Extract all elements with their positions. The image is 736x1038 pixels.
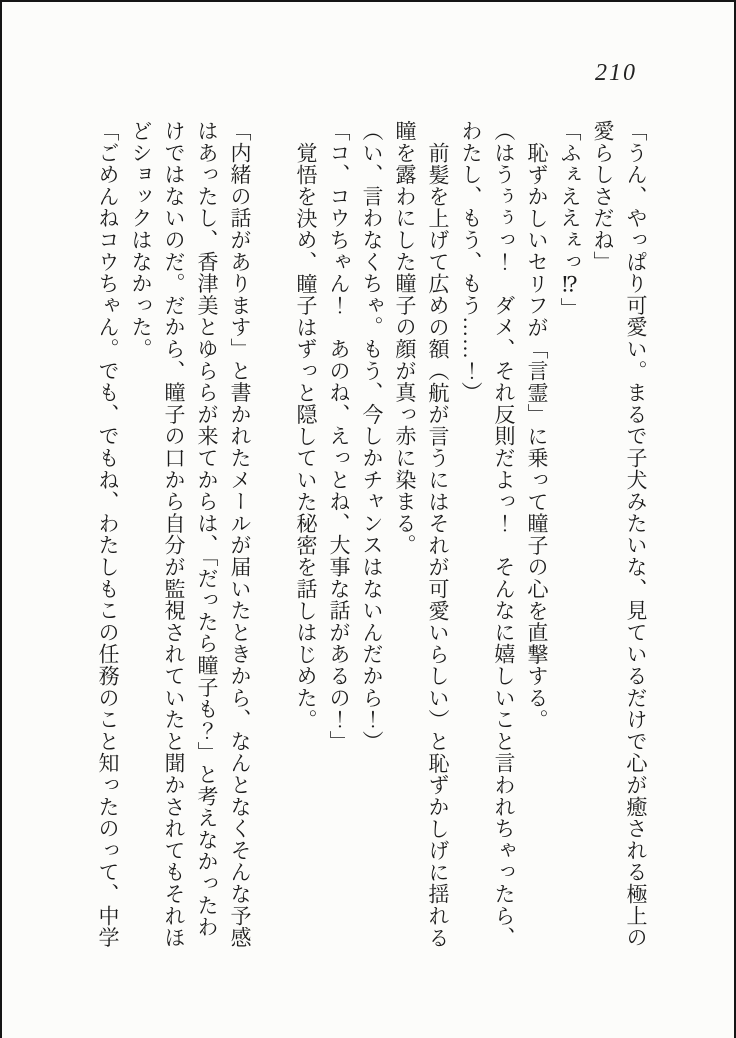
text-line: （はうぅぅっ！ ダメ、それ反則だよっ！ そんなに嬉しいこと言われちゃったら、 <box>492 120 516 949</box>
text-line: 前髪を上げて広めの額（航が言うにはそれが可愛いらしい）と恥ずかしげに揺れる <box>426 142 450 949</box>
text-line: 愛らしさだね」 <box>591 120 615 273</box>
text-line: 恥ずかしいセリフが「言霊」に乗って瞳子の心を直撃する。 <box>525 142 549 731</box>
text-line: 「ふぇええぇっ⁉」 <box>558 120 582 320</box>
section-break-gap <box>256 120 289 968</box>
text-line: 「うん、やっぱり可愛い。まるで子犬みたいな、見ているだけで心が癒される極上の <box>624 120 648 949</box>
text-line: 覚悟を決め、瞳子はずっと隠していた秘密を話しはじめた。 <box>294 142 318 731</box>
text-line: 「コ、コウちゃん！ あのね、えっとね、大事な話があるの！」 <box>327 120 351 753</box>
text-line: 「内緒の話があります」と書かれたメールが届いたときから、なんとなくそんな予感 <box>228 120 252 949</box>
text-line: わたし、もう、もう……！） <box>459 120 483 404</box>
page-number: 210 <box>595 60 637 86</box>
text-line: けではないのだ。だから、瞳子の口から自分が監視されていたと聞かされてもそれほ <box>162 120 186 949</box>
text-line: はあったし、香津美とゆららが来てからは、「だったら瞳子も？」と考えなかったわ <box>195 120 219 938</box>
vertical-text-block <box>86 120 652 968</box>
text-line: 「ごめんねコウちゃん。でも、でもね、わたしもこの任務のこと知ったのって、中学 <box>96 120 120 949</box>
text-line: （い、言わなくちゃ。もう、今しかチャンスはないんだから！） <box>360 120 384 753</box>
text-line: 瞳を露わにした瞳子の顔が真っ赤に染まる。 <box>393 120 417 556</box>
text-line: どショックはなかった。 <box>129 120 153 360</box>
